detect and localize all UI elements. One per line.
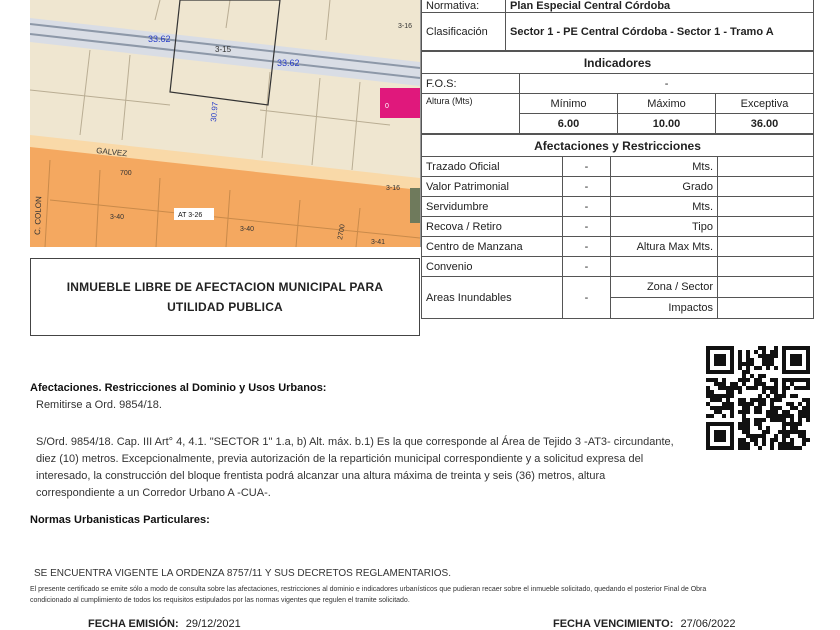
row-value bbox=[718, 257, 814, 277]
indicadores-title: Indicadores bbox=[422, 52, 814, 74]
col-exceptiva: Exceptiva bbox=[716, 94, 814, 114]
indicadores-table bbox=[421, 51, 814, 134]
afectaciones-title: Afectaciones y Restricciones bbox=[422, 135, 814, 157]
map-label: 3-16 bbox=[386, 185, 401, 192]
row-value bbox=[718, 237, 814, 257]
remitirse-text: Remitirse a Ord. 9854/18. bbox=[36, 399, 162, 411]
map-label: 30.97 bbox=[209, 101, 220, 123]
fos-label: F.O.S: bbox=[422, 74, 520, 94]
map-label: 3-41 bbox=[371, 239, 386, 246]
vigente-text: SE ENCUENTRA VIGENTE LA ORDENZA 8757/11 Y SUS DECRETOS REGLAMENTARIOS. bbox=[34, 568, 451, 579]
fecha-emision-label: FECHA EMISIÓN: bbox=[88, 618, 179, 630]
map-label: C. COLON bbox=[33, 196, 44, 236]
table-row bbox=[422, 177, 814, 197]
row-label: Trazado Oficial bbox=[422, 157, 563, 177]
paragraph-line: correspondiente a un Corredor Urbano A -CUA-. bbox=[36, 487, 271, 499]
map-label: 0 bbox=[385, 103, 389, 110]
table-row bbox=[422, 277, 814, 298]
row-dash: - bbox=[563, 217, 611, 237]
map-label: 33.62 bbox=[277, 58, 300, 68]
map-label: 3-40 bbox=[240, 226, 255, 233]
clasificacion-value: Sector 1 - PE Central Córdoba - Sector 1 - Tramo A bbox=[506, 13, 814, 51]
fecha-emision bbox=[88, 618, 241, 630]
inundables-label: Areas Inundables bbox=[422, 277, 563, 319]
map-label: 3-15 bbox=[215, 45, 232, 54]
inundables-dash: - bbox=[563, 277, 611, 319]
map-label: GALVEZ bbox=[95, 146, 128, 159]
altura-label: Altura (Mts) bbox=[422, 94, 520, 134]
fecha-vencimiento-value: 27/06/2022 bbox=[680, 618, 736, 630]
map-label: 3-40 bbox=[110, 214, 125, 221]
value-maximo: 10.00 bbox=[618, 114, 716, 134]
row-dash: - bbox=[563, 257, 611, 277]
fos-value: - bbox=[520, 74, 814, 94]
value-exceptiva: 36.00 bbox=[716, 114, 814, 134]
impactos-value bbox=[718, 298, 814, 319]
table-row bbox=[422, 257, 814, 277]
row-dash: - bbox=[563, 177, 611, 197]
paragraph-line: interesado, la construcción del bloque frentista podrá alcanzar una altura máxima de treinta y seis (36) metros, altura bbox=[36, 470, 606, 482]
row-unit: Grado bbox=[611, 177, 718, 197]
fecha-vencimiento bbox=[553, 618, 736, 630]
zona-label: Zona / Sector bbox=[611, 277, 718, 298]
table-row bbox=[422, 157, 814, 177]
value-minimo: 6.00 bbox=[520, 114, 618, 134]
zona-value bbox=[718, 277, 814, 298]
map-drawing bbox=[30, 0, 420, 247]
notice-box bbox=[30, 258, 420, 336]
row-label: Valor Patrimonial bbox=[422, 177, 563, 197]
row-value bbox=[718, 177, 814, 197]
map-label: 700 bbox=[120, 170, 132, 177]
table-row bbox=[422, 237, 814, 257]
map-label: AT 3-26 bbox=[178, 212, 203, 219]
afectaciones-table bbox=[421, 134, 814, 319]
data-sheet bbox=[421, 0, 813, 319]
row-label: Convenio bbox=[422, 257, 563, 277]
row-unit: Mts. bbox=[611, 197, 718, 217]
disclaimer-line: condicionado al cumplimiento de todos los requisitos estipulados por las normas vigentes que regulen el tramite solicitado. bbox=[30, 597, 410, 604]
disclaimer-line: El presente certificado se emite sólo a modo de consulta sobre las afectaciones, restricciones al dominio e indicadores urbanísticos que pudieran recaer sobre el inmueble solicitado, quedando el posterior Final de Obra bbox=[30, 586, 707, 593]
section-heading-normas: Normas Urbanisticas Particulares: bbox=[30, 514, 210, 526]
normativa-value: Plan Especial Central Córdoba bbox=[506, 0, 814, 13]
normativa-label: Normativa: bbox=[422, 0, 506, 13]
row-unit: Mts. bbox=[611, 157, 718, 177]
table-row bbox=[422, 217, 814, 237]
qr-code bbox=[706, 346, 810, 450]
row-dash: - bbox=[563, 237, 611, 257]
notice-text: INMUEBLE LIBRE DE AFECTACION MUNICIPAL PARA UTILIDAD PUBLICA bbox=[66, 280, 384, 314]
row-unit: Tipo bbox=[611, 217, 718, 237]
clasificacion-label: Clasificación bbox=[422, 13, 506, 51]
fecha-emision-value: 29/12/2021 bbox=[185, 618, 241, 630]
map-label: 3-16 bbox=[398, 23, 413, 30]
row-unit bbox=[611, 257, 718, 277]
row-value bbox=[718, 217, 814, 237]
row-value bbox=[718, 197, 814, 217]
row-dash: - bbox=[563, 157, 611, 177]
table-row bbox=[422, 197, 814, 217]
row-value bbox=[718, 157, 814, 177]
cadastral-map bbox=[30, 0, 421, 247]
row-label: Servidumbre bbox=[422, 197, 563, 217]
paragraph-line: S/Ord. 9854/18. Cap. III Art° 4, 4.1. "SECTOR 1" 1.a, b) Alt. máx. b.1) Es la que corresponde al Área de Tejido 3 -AT3- circundante, bbox=[36, 436, 674, 448]
section-heading-afectaciones: Afectaciones. Restricciones al Dominio y Usos Urbanos: bbox=[30, 382, 327, 394]
impactos-label: Impactos bbox=[611, 298, 718, 319]
fecha-vencimiento-label: FECHA VENCIMIENTO: bbox=[553, 618, 674, 630]
col-minimo: Mínimo bbox=[520, 94, 618, 114]
row-label: Centro de Manzana bbox=[422, 237, 563, 257]
row-label: Recova / Retiro bbox=[422, 217, 563, 237]
paragraph-line: diez (10) metros. Excepcionalmente, previa autorización de la repartición municipal correspondiente y a solicitud expresa del bbox=[36, 453, 644, 465]
info-table bbox=[421, 0, 814, 51]
map-label: 33.62 bbox=[148, 34, 171, 44]
row-dash: - bbox=[563, 197, 611, 217]
map-label: 2700 bbox=[337, 223, 347, 241]
col-maximo: Máximo bbox=[618, 94, 716, 114]
row-unit: Altura Max Mts. bbox=[611, 237, 718, 257]
